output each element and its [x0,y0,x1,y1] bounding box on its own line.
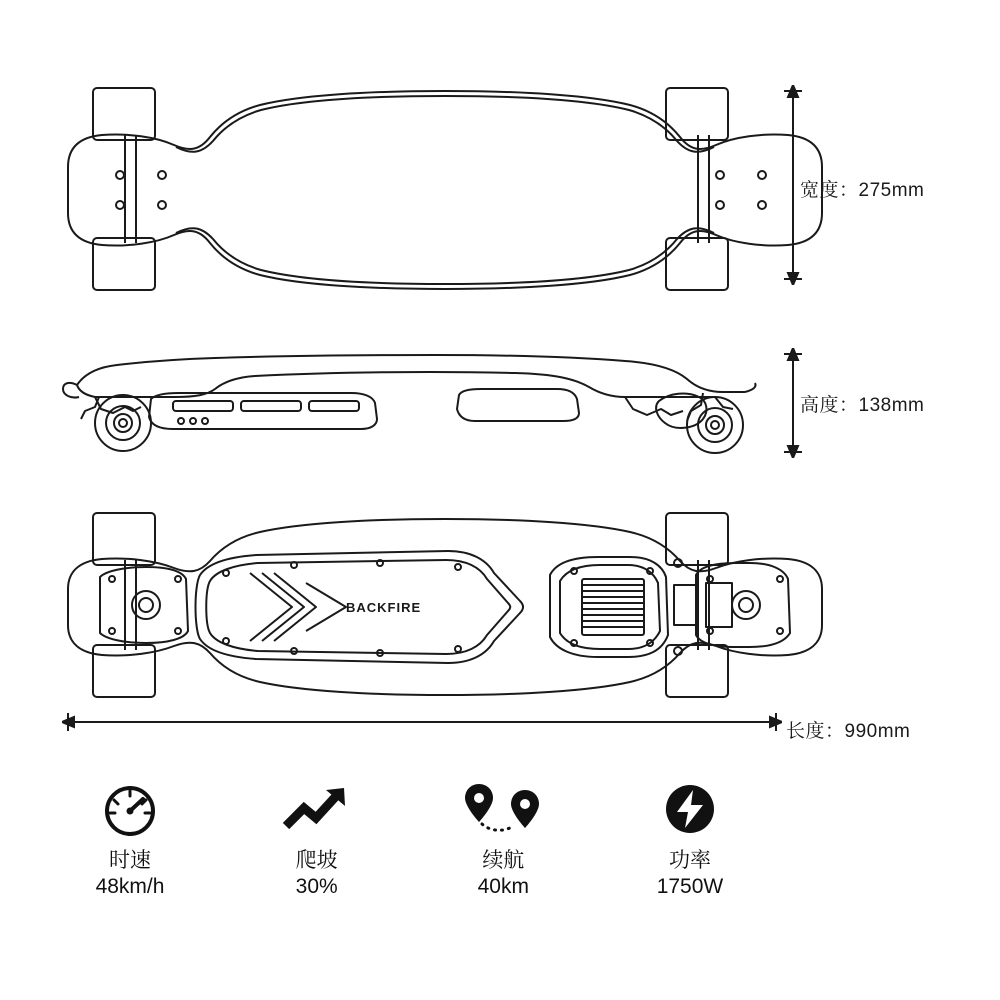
spec-value: 30% [295,875,338,899]
spec-item-power [600,778,780,901]
mount-hole [716,171,724,179]
mount-hole [758,201,766,209]
esc-cover [550,557,682,657]
side-view [55,345,795,475]
dimension-label-length: 长度：990mm [786,721,911,742]
mount-hole [158,171,166,179]
esc-enclosure [457,389,579,421]
spec-item-speed [40,778,220,901]
front-truck [625,397,683,415]
spec-label: 功率 [668,849,711,872]
deck-profile [77,355,745,392]
spec-value: 48km/h [95,875,165,899]
spec-label: 爬坡 [295,849,338,872]
mount-hole [116,201,124,209]
uphill-chart-icon [282,778,352,840]
spec-list [40,778,780,901]
bottom-view [50,505,840,705]
mount-hole [758,171,766,179]
rear-truck-plate [100,567,188,643]
brand-mark: BACKFIRE [346,600,422,615]
spec-label: 续航 [482,849,525,872]
wheel [666,238,728,290]
spec-item-range [413,778,593,901]
wheel [93,513,155,565]
map-pins-route-icon [455,778,551,840]
dimension-label-width: 宽度：275mm [800,180,925,201]
rear-wheel [95,395,151,451]
wheel [93,88,155,140]
spec-label: 时速 [109,849,151,872]
hub-motor [674,585,698,625]
spec-value: 40km [477,875,529,899]
spec-value: 1750W [656,875,724,899]
power-bolt-icon [659,778,721,840]
length-dimension-arrow [62,707,782,737]
spec-item-hill-grade [227,778,407,901]
front-truck-plate [696,563,790,647]
mount-hole [716,201,724,209]
dimension-label-height: 高度：138mm [800,395,925,416]
top-view [50,75,840,305]
mount-hole [158,201,166,209]
speedometer-icon [99,778,161,840]
mount-hole [116,171,124,179]
